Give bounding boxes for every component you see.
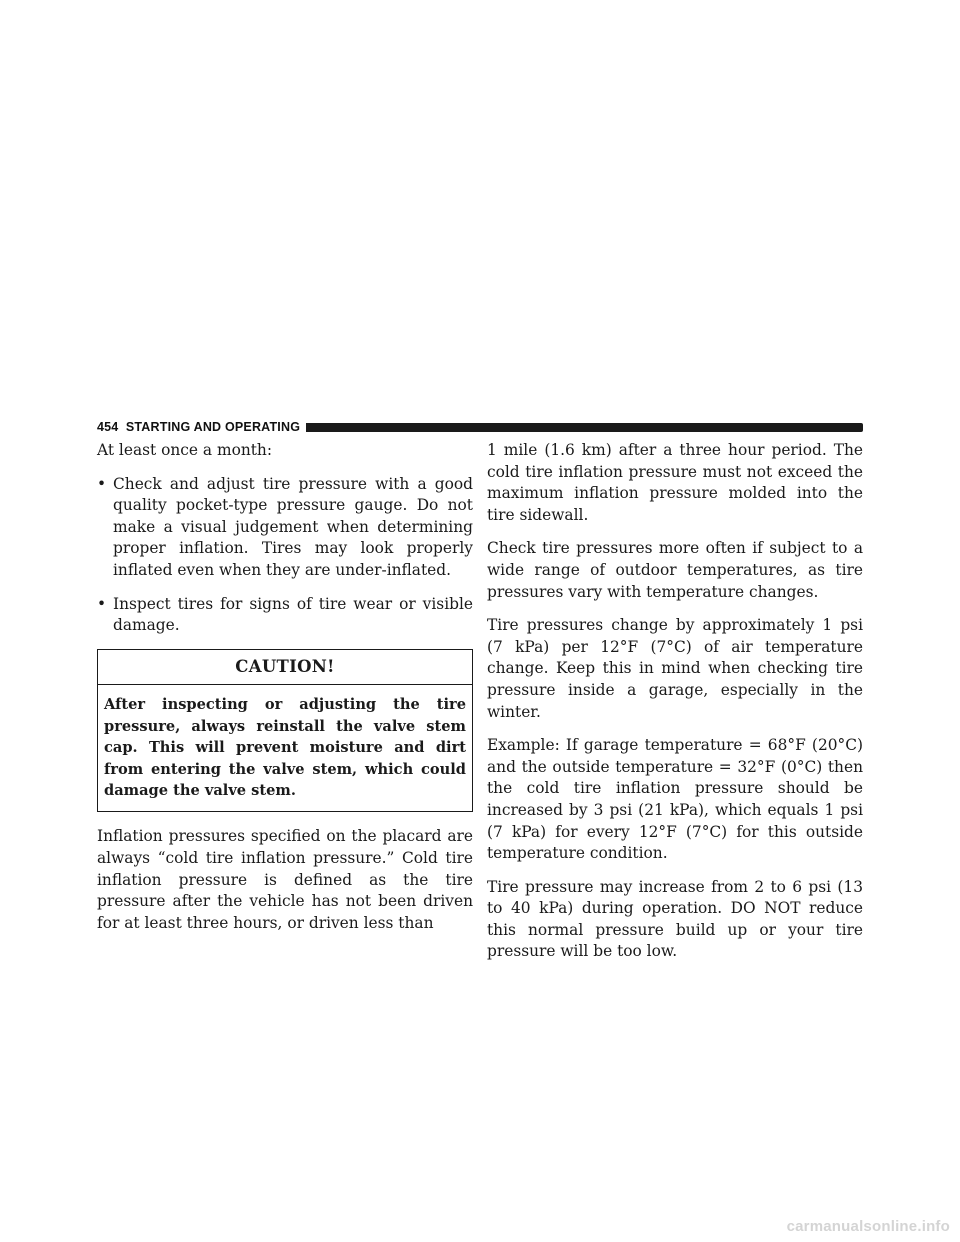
page-header — [97, 418, 863, 436]
list-item — [97, 594, 473, 637]
bullet-text: Check and adjust tire pressure with a good quality pocket-type pressure gauge. Do not make a visual judgement when determining proper inflation. Tires may look properly inflated even when they are under-inflated. — [113, 474, 473, 579]
paragraph: Tire pressure may increase from 2 to 6 psi (13 to 40 kPa) during operation. DO NOT reduce this normal pressure build up or your tire pressure will be too low. — [487, 877, 863, 961]
section-title: STARTING AND OPERATING — [125, 420, 301, 434]
inflation-paragraph: Inflation pressures specified on the placard are always “cold tire inflation pressure.” Cold tire inflation pressure is defined as the tire pressure after the vehicle has not been driven for at least three hours, or driven less than — [97, 827, 473, 932]
watermark: carmanualsonline.info — [786, 1218, 950, 1235]
header-rule — [306, 423, 863, 432]
intro-text: At least once a month: — [97, 441, 273, 459]
caution-box — [97, 649, 473, 813]
paragraph: Tire pressures change by approximately 1 psi (7 kPa) per 12°F (7°C) of air temperature change. Keep this in mind when checking tire pressure inside a garage, especially in the winter. — [487, 616, 863, 721]
left-column — [97, 440, 473, 946]
header-label — [97, 420, 306, 434]
paragraph: Example: If garage temperature = 68°F (20°C) and the outside temperature = 32°F (0°C) then the cold tire inflation pressure should be increased by 3 psi (21 kPa), which equals 1 psi (7 kPa) for every 12°F (7°C) for this outside temperature condition. — [487, 736, 863, 863]
bullet-icon: • — [97, 474, 107, 493]
paragraph: 1 mile (1.6 km) after a three hour period. The cold tire inflation pressure must not exceed the maximum inflation pressure molded into the tire sidewall. — [487, 441, 863, 524]
caution-body: After inspecting or adjusting the tire pressure, always reinstall the valve stem cap. This will prevent moisture and dirt from entering the valve stem, which could damage the valve stem. — [104, 696, 466, 799]
right-column — [487, 440, 863, 975]
caution-title: CAUTION! — [98, 650, 472, 686]
paragraph: Check tire pressures more often if subject to a wide range of outdoor temperatures, as tire pressures vary with temperature changes. — [487, 539, 863, 601]
bullet-list — [97, 474, 473, 637]
list-item — [97, 474, 473, 582]
bullet-icon: • — [97, 594, 107, 613]
page-number: 454 — [97, 420, 119, 434]
bullet-text: Inspect tires for signs of tire wear or visible damage. — [113, 594, 473, 635]
